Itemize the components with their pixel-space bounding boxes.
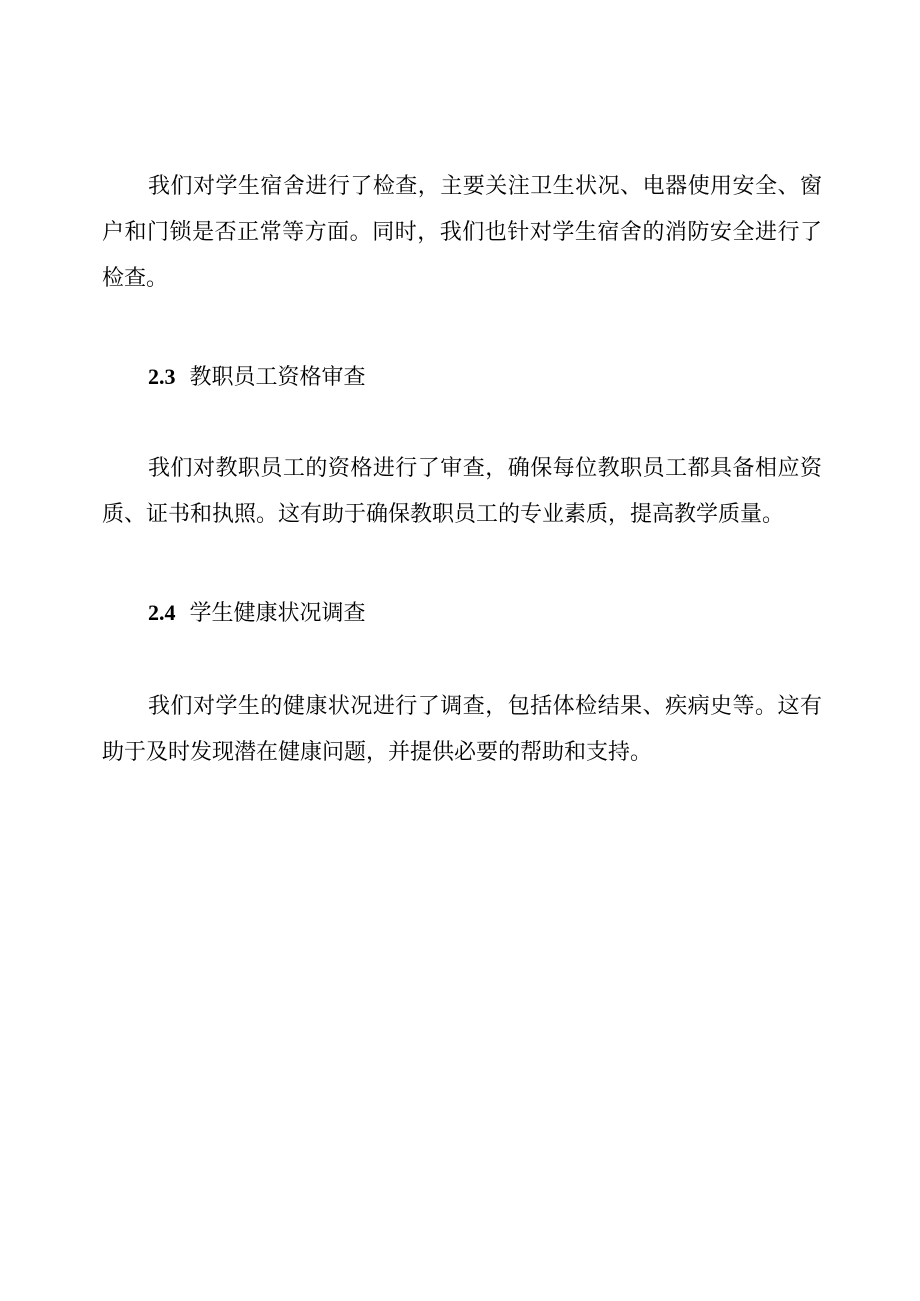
dormitory-inspection-paragraph: 我们对学生宿舍进行了检查，主要关注卫生状况、电器使用安全、窗户和门锁是否正常等方面。同时，我们也针对学生宿舍的消防安全进行了检查。: [102, 174, 822, 291]
section-heading-2-3: [148, 362, 366, 393]
staff-qualification-paragraph: 我们对教职员工的资格进行了审查，确保每位教职员工都具备相应资质、证书和执照。这有助于确保教职员工的专业素质，提高教学质量。: [102, 456, 822, 527]
section-title: 学生健康状况调查: [189, 601, 366, 626]
section-number: 2.4: [148, 600, 176, 625]
section-number: 2.3: [148, 364, 176, 389]
section-title: 教职员工资格审查: [189, 365, 366, 390]
student-health-paragraph: 我们对学生的健康状况进行了调查，包括体检结果、疾病史等。这有助于及时发现潜在健康问题，并提供必要的帮助和支持。: [102, 694, 822, 765]
section-heading-2-4: [148, 598, 366, 629]
